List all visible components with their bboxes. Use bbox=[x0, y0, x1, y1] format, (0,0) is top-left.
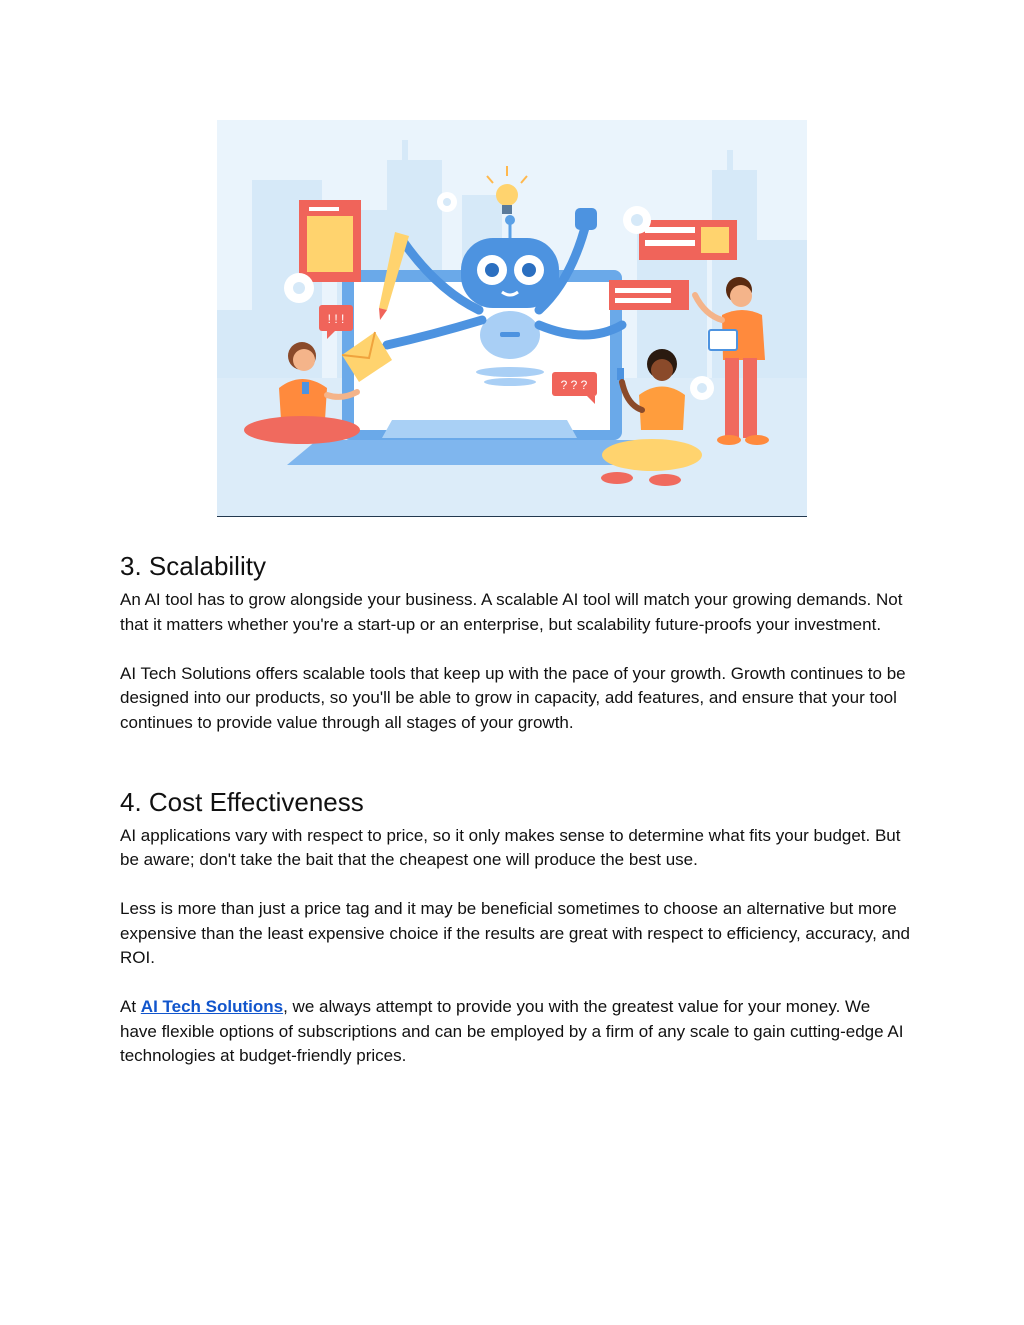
alert-bubble-text: ! ! ! bbox=[327, 312, 345, 326]
section-heading: 4. Cost Effectiveness bbox=[120, 786, 364, 817]
paragraph-suffix: , we always attempt to provide you with the greatest value for your money. We have flexible options of subscriptions and can be employed by a firm of any scale to gain cutting-edge AI technologies at budget-friendly prices. bbox=[120, 997, 904, 1065]
section-paragraph: An AI tool has to grow alongside your business. A scalable AI tool will match your growing demands. Not that it matters whether you're a start-up or an enterprise, but scalability future-proofs your investment. bbox=[120, 590, 903, 634]
section-paragraph-with-link bbox=[120, 995, 910, 1069]
ai-robot-illustration bbox=[217, 120, 807, 517]
section-heading: 3. Scalability bbox=[120, 551, 266, 581]
paragraph-prefix: At bbox=[120, 997, 141, 1016]
section-spacer bbox=[120, 760, 910, 784]
question-bubble-text: ? ? ? bbox=[560, 378, 588, 392]
section-paragraph: AI applications vary with respect to price, so it only makes sense to determine what fits your budget. But be aware; don't take the bait that the cheapest one will produce the best use. bbox=[120, 825, 901, 869]
section-paragraph: AI Tech Solutions offers scalable tools that keep up with the pace of your growth. Growth continues to be designed into our products, so you'll be able to grow in capacity, add features, and ensure that your tool continues to provide value through all stages of your growth. bbox=[120, 663, 906, 732]
section-paragraph: Less is more than just a price tag and it may be beneficial sometimes to choose an alternative but more expensive than the least expensive choice if the results are great with respect to efficiency, accuracy, and ROI. bbox=[120, 899, 910, 967]
article-content bbox=[120, 548, 910, 1093]
document-card-icon bbox=[299, 200, 361, 282]
section-scalability bbox=[120, 548, 910, 735]
ai-tech-solutions-link[interactable]: AI Tech Solutions bbox=[140, 997, 284, 1016]
section-cost-effectiveness bbox=[120, 784, 910, 1069]
